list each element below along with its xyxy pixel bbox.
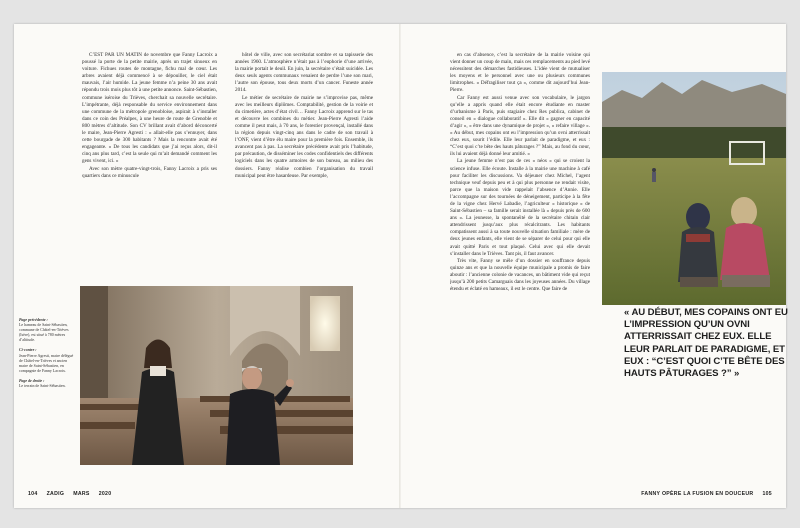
page-number: 105: [762, 491, 772, 497]
paragraph: hôtel de ville, avec son secrétariat sombre et sa tapisserie des années 1960. L’atmosphère n’était pas à l’euphorie d’une arrivée, la mairie portait le deuil. En juin, la secrétaire s’était suicidée. Les deux seuls agents communaux venaient de perdre l’une son mari, l’autre son épouse, tous deux morts d’un cancer. Funeste année 2014.: [235, 52, 373, 94]
issue-year: 2020: [98, 491, 112, 497]
paragraph: Le métier de secrétaire de mairie ne s’improvise pas, même avec les meilleurs diplômes. Comptabilité, gestion de la voirie et du cimetière, actes d’état civil… Fanny Lacroix apprend sur le tas et découvre les combines du métier. Jean-Pierre Agresti l’aide comme il peut mais, à 70 ans, le forestier provençal, installé dans la région depuis vingt-cinq ans dans le cadre de son travail à l’ONF, vient d’être élu maire pour la première fois. Ensemble, ils avancent pas à pas. La secrétaire précédente avait pris l’habitude, par précaution, de disséminer les codes confidentiels des différents logiciels dans les quatre armoires de son bureau, au milieu des dossiers. Fanny réalise combien l’organisation du travail municipal peut être hasardeuse. Par exemple,: [235, 94, 373, 179]
playground-photo: [602, 72, 786, 305]
paragraph: Très vite, Fanny se mêle d’un dossier en souffrance depuis quinze ans et que la nouvelle équipe municipale a promis de faire aboutir : l’ancienne colonie de vacances, un bâtiment vide qui reçut jusqu’à 200 petits Camarguais dans les joyeuses années. Du village étendu et éclaté en hameaux, il est le centre. Que faire de: [450, 257, 590, 293]
caption-body: Le hameau de Saint-Sébastien, commune de Châtel-en-Trièves (Isère), est situé à 780 mètres d’altitude.: [19, 322, 69, 343]
paragraph: Car Fanny est aussi venue avec son vocabulaire, le jargon qu’elle a appris quand elle était encore étudiante en master d’urbanisme à Paris, puis stagiaire chez Res publica, cabinet de conseil en « dialogue collaboratif ». Elle dit « gagner en capacité d’agir », « être dans une dynamique de projet », « refaire village ». « Au début, mes copains ont eu l’impression qu’un ovni atterrissait chez eux, sourit l’édile. Elle leur parlait de paradigme, et eux : “C’est quoi c’te bête des hauts pâturages ?” Mais, au fond du cœur, ils lui avaient déjà donné leur amitié. »: [450, 94, 590, 158]
church-photo: [80, 286, 353, 465]
caption-title: Ci-contre :: [19, 347, 37, 353]
paragraph: Avec son mètre quatre-vingt-trois, Fanny Lacroix a pris ses quartiers dans ce minuscule: [82, 165, 217, 179]
pull-quote: « AU DÉBUT, MES COPAINS ONT EU L’IMPRESSION QU’UN OVNI ATTERRISSAIT CHEZ EUX. ELLE LEUR PARLAIT DE PARADIGME, ET EUX : “C’EST QUOI C’TE BÊTE DES HAUTS PÂTURAGES ?” »: [624, 307, 788, 380]
running-title: FANNY OPÈRE LA FUSION EN DOUCEUR: [641, 491, 754, 497]
magazine-name: ZADIG: [46, 491, 65, 497]
photo-captions: [19, 317, 74, 393]
article-column-2: [235, 52, 373, 280]
paragraph: en cas d’absence, c’est la secrétaire de la mairie voisine qui vient donner un coup de main, mais ces remplacements au pied levé nécessitent des démarches fastidieuses. L’idée vient de mutualiser les moyens et le personnel avec une ou plusieurs communes limitrophes. « Défragiliser tout ça », comme dit aujourd’hui Jean-Pierre.: [450, 52, 590, 94]
article-column-3: [450, 52, 590, 498]
folio-right: [632, 491, 772, 497]
issue-month: MARS: [73, 491, 90, 497]
magazine-spread: [14, 24, 786, 508]
page-gutter: [399, 24, 401, 508]
caption-title: Page de droite :: [19, 377, 45, 383]
article-column-1: [82, 52, 217, 280]
page-number: 104: [28, 491, 38, 497]
caption-body: Le terrain de Saint-Sébastien.: [19, 383, 66, 389]
caption-title: Page précédente :: [19, 317, 48, 322]
paragraph: La jeune femme n’est pas de ces « néos » qui se croient la science infuse. Elle écoute. Installe à la mairie une machine à café pour faciliter les discussions. Va déjeuner chez Michel, l’agent technique veuf depuis peu et à qui plus personne ne rendait visite, parce que la maison vide rappelait l’absence d’Annie. Elle l’accompagne sur des tournées de déneigement, participe à la fête de la vigne chez Hervé Labadie, l’agriculteur « historique » de Saint-Sébastien – sa famille serait installée là « depuis près de 600 ans ». La jeunesse, la spontanéité de la secrétaire chitain clair attendrissent jusqu’aux plus récalcitrants. Les habitants compatissent aussi à sa toute nouvelle situation familiale : mère de deux jeunes enfants, elle vient de se séparer de celui pour qui elle avait quitté Paris et tout plaqué. Celui avec qui elle devait s’installer dans le Trièves. Tant pis, il faut avancer.: [450, 158, 590, 257]
caption-body: Jean-Pierre Agresti, maire délégué de Châtel-en-Trièves et ancien maire de Saint-Sébastien, en compagnie de Fanny Lacroix.: [19, 352, 74, 373]
folio-left: [28, 491, 120, 497]
paragraph: C’EST PAR UN MATIN de novembre que Fanny Lacroix a poussé la porte de la petite mairie, après un trajet sinueux en voiture. Fichues routes de montagne, fichu mal de cœur. Les arbres avaient déjà commencé à se dépouiller, le ciel était mauvais, l’air humide. La jeune femme n’a peine 30 ans avait répondu trois mois plus tôt à une petite annonce. Saint-Sébastien, commune iséroise du Trièves, cherchait sa nouvelle secrétaire. L’impétrante, déjà responsable du service environnement dans une commune de la métropole grenobloise, aspirait à s’installer dans ce coin des Préalpes, à une heure de route de Grenoble et 800 mètres d’altitude. Son CV brillant avait d’abord déconcerté le maire, Jean-Pierre Agresti : « allait-elle pas s’ennuyer, dans cette bourgade de 300 habitants ? Mais la rencontre avait été engageante. « De tous les candidats que j’ai reçus alors, dit-il cinq ans plus tard, c’est la seule qui m’ait demandé comment les gens vivent, ici. »: [82, 52, 217, 165]
